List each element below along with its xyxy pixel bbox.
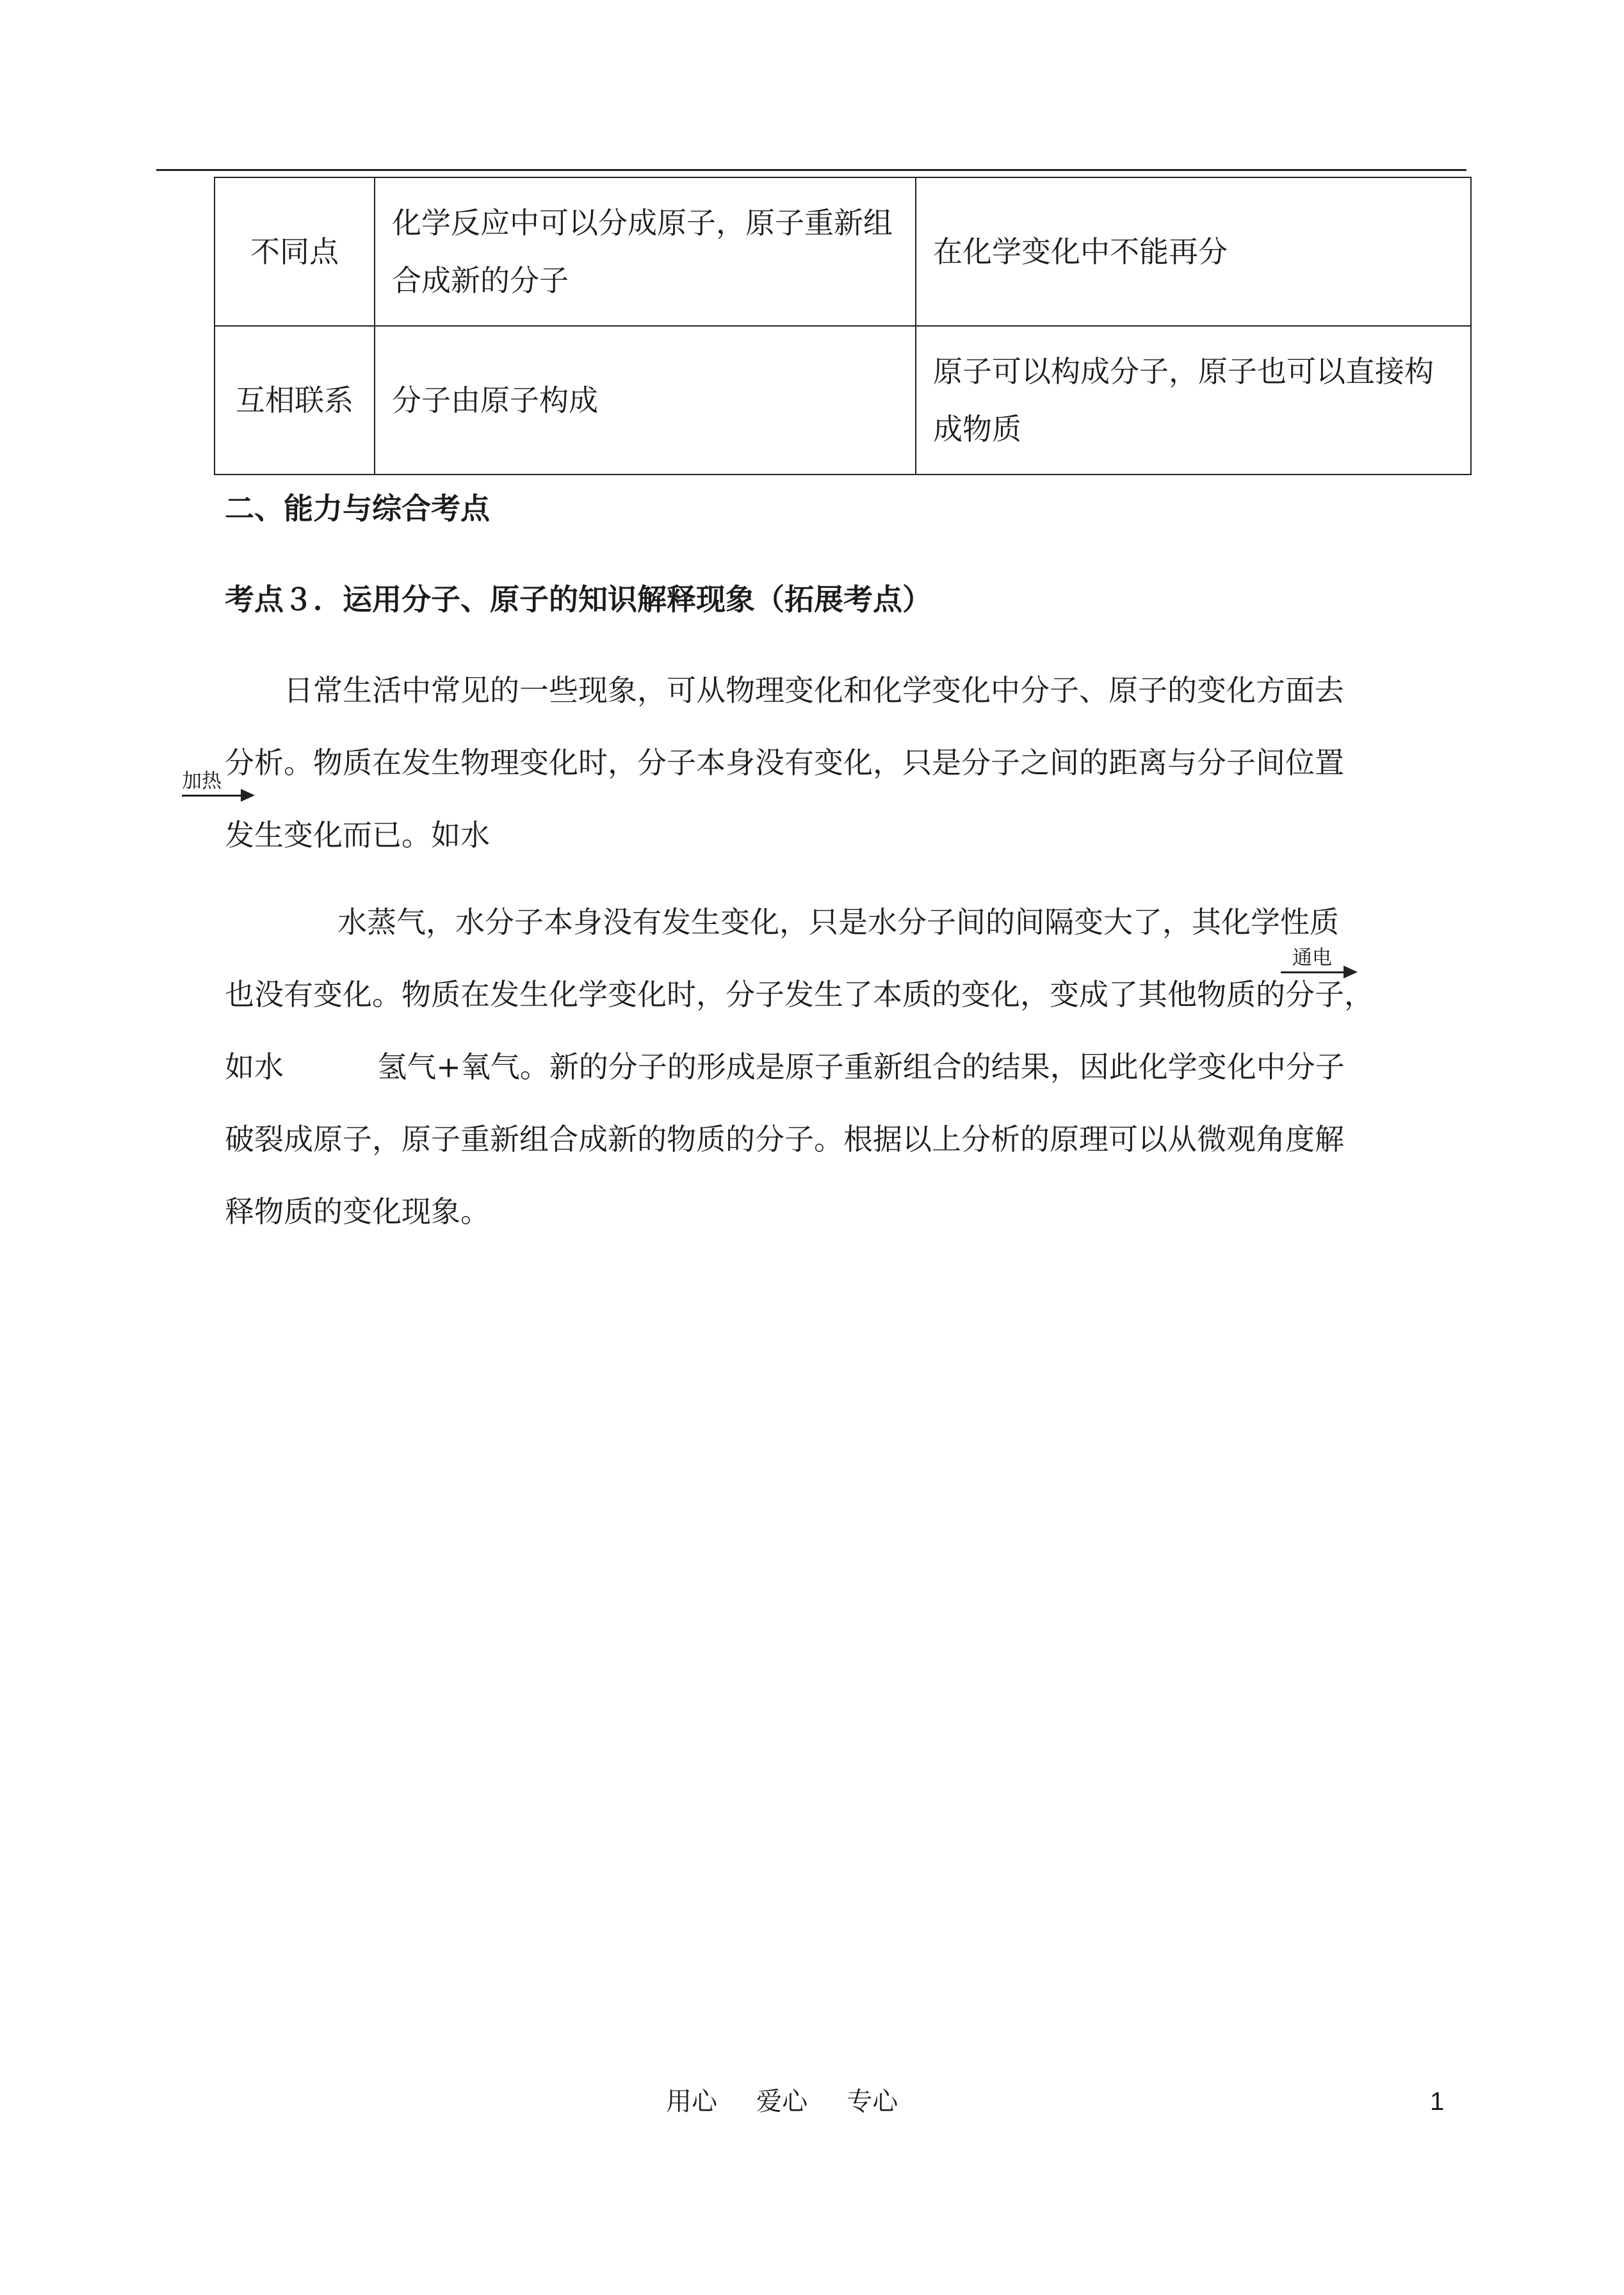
paragraph-line: 水蒸气，水分子本身没有发生变化，只是水分子间的间隔变大了，其化学性质: [337, 905, 1339, 939]
atom-cell: 在化学变化中不能再分: [916, 177, 1471, 326]
footer-motto: [666, 2082, 930, 2121]
row-head: 互相联系: [215, 326, 375, 474]
paragraph-chemical-change: [225, 886, 1458, 1248]
paragraph-line: 释物质的变化现象。: [225, 1194, 490, 1229]
paragraph-line: 也没有变化。物质在发生化学变化时，分子发生了本质的变化，变成了其他物质的分子，: [225, 977, 1374, 1012]
footer-item: 爱心: [756, 2088, 808, 2116]
topic-heading: 考点３．运用分子、原子的知识解释现象（拓展考点）: [225, 582, 932, 617]
row-head: 不同点: [215, 177, 375, 326]
paragraph-line: 日常生活中常见的一些现象，可从物理变化和化学变化中分子、原子的变化方面去: [284, 673, 1344, 708]
table-row: [215, 326, 1471, 474]
header-rule: [156, 169, 1466, 171]
section-heading: 二、能力与综合考点: [225, 491, 490, 526]
molecule-cell: 分子由原子构成: [375, 326, 916, 474]
heating-arrow: [182, 770, 252, 797]
page-number: 1: [1430, 2088, 1445, 2116]
comparison-table: [214, 177, 1472, 475]
table-row: [215, 177, 1471, 326]
right-arrow-icon: [1281, 971, 1355, 973]
electrolysis-arrow: [1281, 947, 1355, 973]
right-arrow-icon: [182, 795, 252, 797]
atom-cell: 原子可以构成分子，原子也可以直接构成物质: [916, 326, 1471, 474]
molecule-cell: 化学反应中可以分成原子，原子重新组合成新的分子: [375, 177, 916, 326]
footer-item: 专心: [847, 2088, 898, 2116]
paragraph-line: 如水 氢气+氧气。新的分子的形成是原子重新组合的结果，因此化学变化中分子: [225, 1050, 1345, 1084]
heating-arrow-label: 加热: [182, 770, 222, 793]
electrolysis-arrow-label: 通电: [1292, 946, 1332, 969]
footer-item: 用心: [666, 2088, 717, 2116]
paragraph-line: 发生变化而已。如水: [225, 818, 490, 852]
paragraph-physical-change: [225, 654, 1458, 872]
paragraph-line: 分析。物质在发生物理变化时，分子本身没有变化，只是分子之间的距离与分子间位置: [225, 745, 1344, 780]
paragraph-line: 破裂成原子，原子重新组合成新的物质的分子。根据以上分析的原理可以从微观角度解: [225, 1122, 1344, 1156]
